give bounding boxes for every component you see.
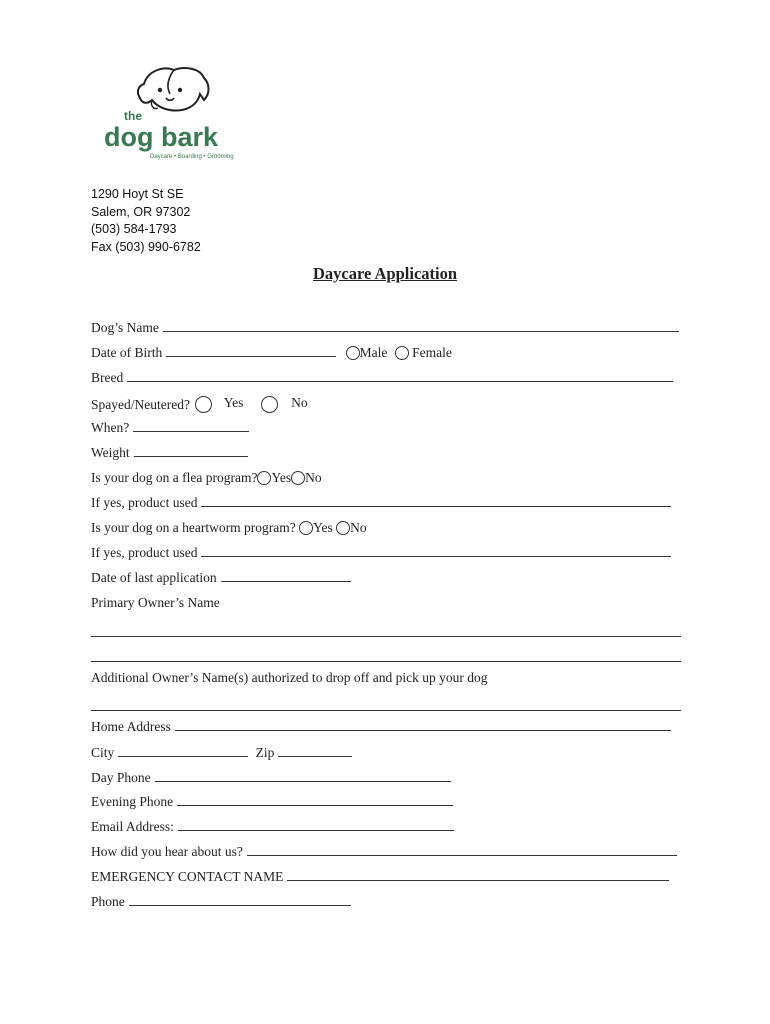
- hear-about-row: [91, 842, 677, 862]
- zip-label: Zip: [255, 745, 275, 760]
- flea-no-label: No: [305, 470, 322, 485]
- primary-owner-row: [91, 593, 220, 613]
- evening-phone-row: [91, 792, 453, 812]
- city-zip-row: [91, 743, 352, 763]
- phone-label: Phone: [91, 894, 125, 909]
- additional-owners-row: [91, 668, 488, 688]
- when-field[interactable]: [133, 418, 249, 432]
- last-application-field[interactable]: [221, 568, 351, 582]
- email-label: Email Address:: [91, 819, 174, 834]
- weight-field[interactable]: [134, 443, 248, 457]
- logo-tagline: Daycare • Boarding • Grooming: [150, 154, 234, 160]
- last-application-label: Date of last application: [91, 570, 217, 585]
- flea-product-label: If yes, product used: [91, 495, 198, 510]
- female-label: Female: [412, 345, 452, 360]
- dogs-name-label: Dog’s Name: [91, 320, 159, 335]
- breed-field[interactable]: [127, 368, 673, 382]
- logo-line1: the: [124, 109, 142, 123]
- day-phone-row: [91, 768, 451, 788]
- page-title: Daycare Application: [312, 264, 458, 283]
- when-label: When?: [91, 420, 130, 435]
- emergency-label: EMERGENCY CONTACT NAME: [91, 869, 284, 884]
- phone-row: [91, 892, 351, 912]
- dob-row: [91, 343, 452, 363]
- evening-phone-field[interactable]: [177, 792, 453, 806]
- breed-row: [91, 368, 673, 388]
- emergency-row: [91, 867, 669, 887]
- heartworm-product-field[interactable]: [201, 543, 671, 557]
- dogs-name-field[interactable]: [163, 318, 679, 332]
- logo-line2: dog bark: [104, 122, 219, 152]
- female-radio[interactable]: [395, 346, 409, 360]
- primary-owner-line-1[interactable]: [91, 636, 681, 637]
- heartworm-no-label: No: [350, 520, 367, 535]
- breed-label: Breed: [91, 370, 124, 385]
- spayed-label: Spayed/Neutered?: [91, 397, 190, 412]
- hear-about-label: How did you hear about us?: [91, 844, 243, 859]
- when-row: [91, 418, 249, 438]
- address-street: 1290 Hoyt St SE: [91, 187, 184, 201]
- address-fax: Fax (503) 990-6782: [91, 239, 201, 254]
- last-application-row: [91, 568, 351, 588]
- weight-row: [91, 443, 248, 463]
- flea-label: Is your dog on a flea program?: [91, 470, 258, 485]
- dob-label: Date of Birth: [91, 345, 163, 360]
- address-city: Salem, OR 97302: [91, 204, 191, 219]
- dog-logo-icon: [104, 64, 246, 162]
- additional-owners-label: Additional Owner’s Name(s) authorized to drop off and pick up your dog: [91, 670, 488, 685]
- zip-field[interactable]: [278, 743, 352, 757]
- flea-yes-label: Yes: [271, 470, 292, 485]
- home-address-field[interactable]: [175, 717, 671, 731]
- additional-owners-line[interactable]: [91, 710, 681, 711]
- email-row: [91, 817, 454, 837]
- dob-field[interactable]: [166, 343, 336, 357]
- email-field[interactable]: [178, 817, 454, 831]
- evening-phone-label: Evening Phone: [91, 794, 174, 809]
- emergency-field[interactable]: [287, 867, 669, 881]
- dog-bark-logo: [104, 64, 246, 162]
- spayed-no-radio[interactable]: [261, 396, 278, 413]
- day-phone-label: Day Phone: [91, 770, 151, 785]
- spayed-yes-radio[interactable]: [195, 396, 212, 413]
- heartworm-row: [91, 518, 367, 538]
- city-label: City: [91, 745, 115, 760]
- city-field[interactable]: [118, 743, 248, 757]
- home-address-label: Home Address: [91, 719, 171, 734]
- heartworm-yes-radio[interactable]: [299, 521, 313, 535]
- weight-label: Weight: [91, 445, 130, 460]
- address-block: [91, 186, 201, 256]
- home-address-row: [91, 717, 671, 737]
- dogs-name-row: [91, 318, 679, 338]
- heartworm-product-row: [91, 543, 671, 563]
- flea-no-radio[interactable]: [291, 471, 305, 485]
- heartworm-no-radio[interactable]: [336, 521, 350, 535]
- male-radio[interactable]: [346, 346, 360, 360]
- address-phone: (503) 584-1793: [91, 222, 177, 237]
- spayed-yes-label: Yes: [223, 395, 244, 410]
- flea-yes-radio[interactable]: [257, 471, 271, 485]
- day-phone-field[interactable]: [155, 768, 451, 782]
- flea-row: [91, 468, 322, 488]
- spayed-no-label: No: [291, 395, 308, 410]
- phone-field[interactable]: [129, 892, 351, 906]
- hear-about-field[interactable]: [247, 842, 677, 856]
- heartworm-product-label: If yes, product used: [91, 545, 198, 560]
- heartworm-label: Is your dog on a heartworm program?: [91, 520, 296, 535]
- male-label: Male: [359, 345, 388, 360]
- flea-product-row: [91, 493, 671, 513]
- flea-product-field[interactable]: [201, 493, 671, 507]
- primary-owner-label: Primary Owner’s Name: [91, 595, 220, 610]
- heartworm-yes-label: Yes: [313, 520, 333, 535]
- spayed-row: [91, 393, 308, 413]
- primary-owner-line-2[interactable]: [91, 661, 681, 662]
